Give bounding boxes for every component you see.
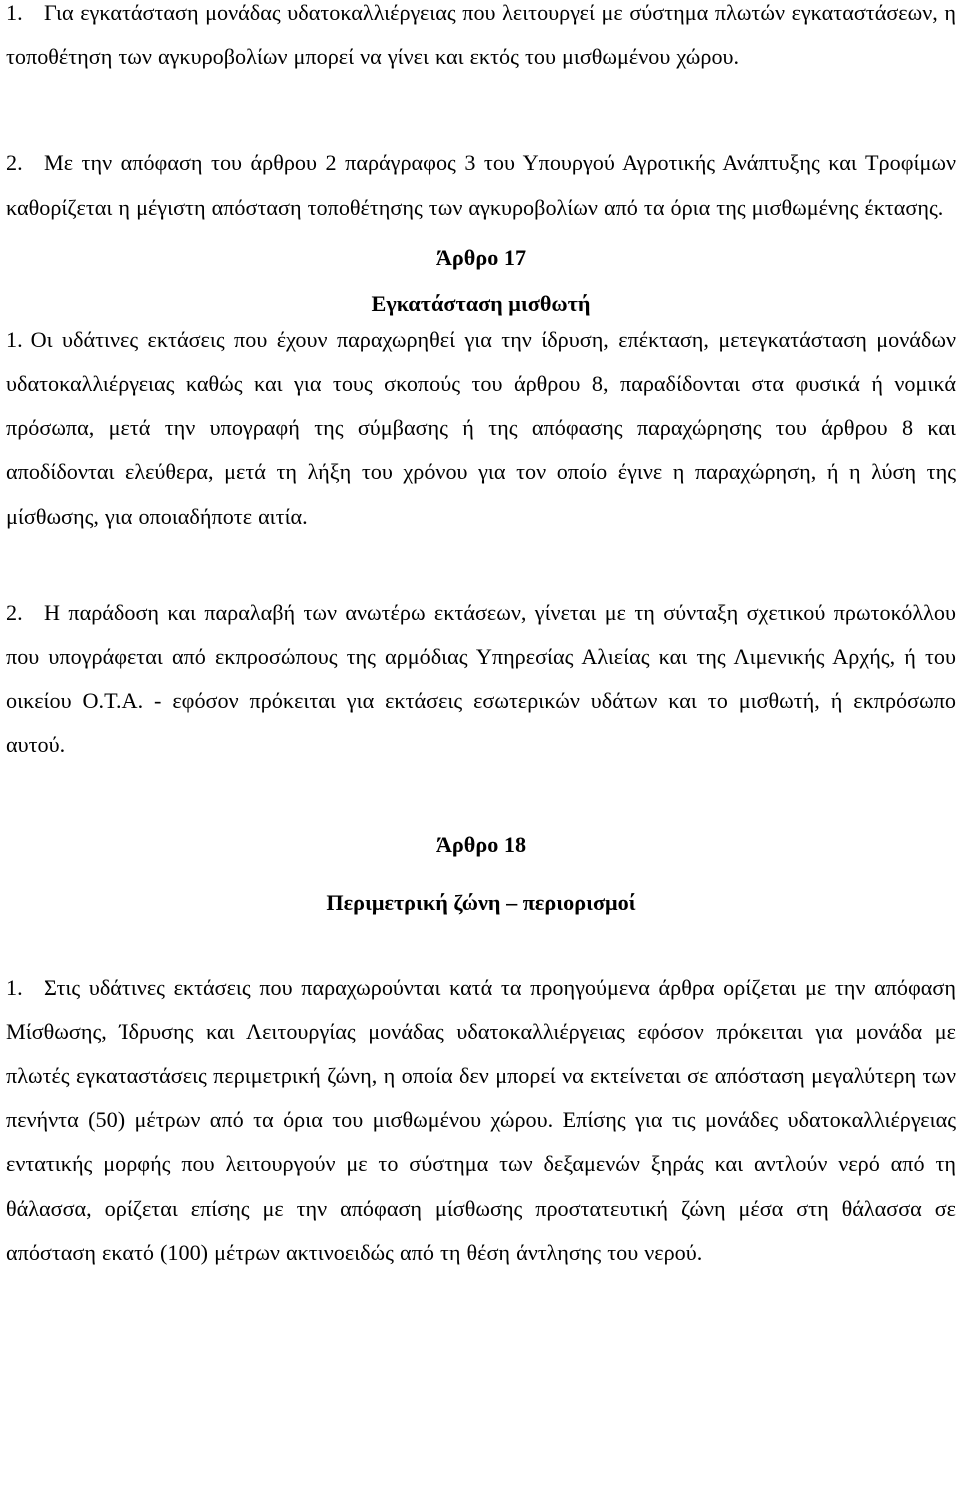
paragraph-2	[6, 141, 956, 229]
paragraph-text: Για εγκατάσταση μονάδας υδατοκαλλιέργειας που λειτουργεί με σύστημα πλωτών εγκαταστάσεων, η τοποθέτηση των αγκυροβολίων μπορεί να γίνει και εκτός του μισθωμένου χώρου.	[6, 0, 956, 70]
paragraph-number: 1.	[6, 0, 23, 25]
paragraph-number: 2.	[6, 150, 23, 176]
article-17-paragraph-2	[6, 591, 956, 768]
paragraph-text: Η παράδοση και παραλαβή των ανωτέρω εκτάσεων, γίνεται με τη σύνταξη σχετικού πρωτοκόλλου που υπογράφεται από εκπροσώπους της αρμόδιας Υπηρεσίας Αλιείας και της Λιμενικής Αρχής, ή του οικείου Ο.Τ.Α. - εφόσον πρόκειται για εκτάσεις εσωτερικών υδάτων και το μισθωτή, ή εκπρόσωπο αυτού.	[6, 599, 956, 758]
document-page	[6, 0, 956, 1275]
paragraph-text: Οι υδάτινες εκτάσεις που έχουν παραχωρηθεί για την ίδρυση, επέκταση, μετεγκατάσταση μονάδων υδατοκαλλιέργειας καθώς και για τους σκοπούς του άρθρου 8, παραδίδονται στα φυσικά ή νομικά πρόσωπα, μετά την υπογραφή της σύμβασης ή της απόφασης παραχώρησης του άρθρου 8 και αποδίδονται ελεύθερα, μετά τη λήξη του χρόνου για τον οποίο έγινε η παραχώρηση, ή η λύση της μίσθωσης, για οποιαδήποτε αιτία.	[6, 326, 956, 529]
article-17-paragraph-1	[6, 318, 956, 539]
paragraph-number: 1.	[6, 326, 23, 352]
paragraph-number: 1.	[6, 974, 23, 1000]
paragraph-text: Στις υδάτινες εκτάσεις που παραχωρούνται κατά τα προηγούμενα άρθρα ορίζεται με την απόφαση Μίσθωσης, Ίδρυσης και Λειτουργίας μονάδας υδατοκαλλιέργειας εφόσον πρόκειται για μονάδα με πλωτές εγκαταστάσεις περιμετρική ζώνη, η οποία δεν μπορεί να εκτείνεται σε απόσταση μεγαλύτερη των πενήντα (50) μέτρων από τα όρια του μισθωμένου χώρου. Επίσης για τις μονάδες υδατοκαλλιέργειας εντατικής μορφής που λειτουργούν με το σύστημα των δεξαμενών ξηράς και αντλούν νερό από τη θάλασσα, ορίζεται επίσης με την απόφαση μίσθωσης προστατευτική ζώνη μέσα στη θάλασσα σε απόσταση εκατό (100) μέτρων ακτινοειδώς από τη θέση άντλησης του νερού.	[6, 974, 956, 1265]
article-17-title: Άρθρο 17	[435, 244, 527, 270]
article-18-subtitle: Περιμετρική ζώνη – περιορισμοί	[326, 889, 636, 915]
article-17-subtitle: Εγκατάσταση μισθωτή	[371, 290, 591, 316]
paragraph-1	[6, 0, 956, 79]
paragraph-text: Με την απόφαση του άρθρου 2 παράγραφος 3 του Υπουργού Αγροτικής Ανάπτυξης και Τροφίμων καθορίζεται η μέγιστη απόσταση τοποθέτησης των αγκυροβολίων από τα όρια της μισθωμένης έκτασης.	[6, 150, 956, 220]
article-18-paragraph-1	[6, 966, 956, 1275]
paragraph-number: 2.	[6, 599, 23, 625]
article-18-title: Άρθρο 18	[435, 831, 527, 857]
